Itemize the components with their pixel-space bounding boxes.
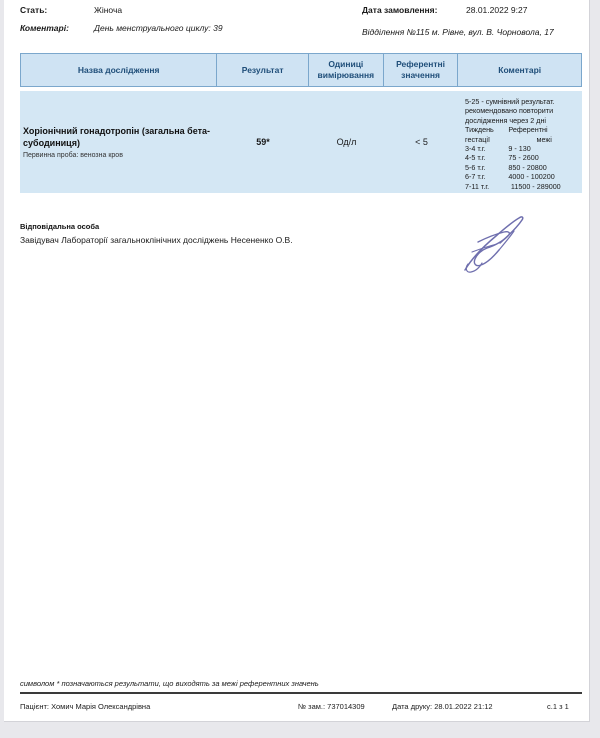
gestation-reference-table xyxy=(465,125,580,191)
footer-row xyxy=(20,700,582,716)
meta-row-comments xyxy=(20,23,223,41)
gestation-week: 4-5 т.г. xyxy=(465,153,486,163)
comments-value: День менструального циклу: 39 xyxy=(94,23,223,33)
gestation-header-week: Тиждень xyxy=(465,125,494,135)
sex-value: Жіноча xyxy=(94,5,123,15)
report-page xyxy=(4,0,590,722)
column-header-result: Результат xyxy=(217,54,309,86)
comment-line-3: дослідження через 2 дні xyxy=(465,115,547,125)
meta-row-sex xyxy=(20,5,122,23)
meta-row-branch xyxy=(362,25,562,42)
cell-units: Од/л xyxy=(336,137,357,147)
table-row xyxy=(20,91,582,193)
gestation-row xyxy=(465,153,580,162)
footer-patient: Пацієнт: Хомич Марія Олександрівна xyxy=(20,702,151,711)
footer-asterisk-note: символом * позначаються результати, що виходять за межі референтних значень xyxy=(20,679,319,688)
gestation-week: 5-6 т.г. xyxy=(465,162,486,172)
column-header-reference: Референтні значення xyxy=(384,54,459,86)
comment-line-2: рекомендовано повторити xyxy=(465,106,554,116)
gestation-subheader-range: межі xyxy=(536,134,552,144)
results-table xyxy=(20,53,582,193)
footer-order-number: № зам.: 737014309 xyxy=(298,702,365,711)
gestation-header-range: Референтні xyxy=(508,125,548,135)
branch-address: Відділення №115 м. Рівне, вул. В. Чорновола, 17 xyxy=(362,27,554,37)
comment-line-1: 5-25 - сумнівний результат. xyxy=(465,97,555,106)
cell-result: 59* xyxy=(256,137,270,147)
meta-row-order-date xyxy=(362,5,527,23)
gestation-row xyxy=(465,172,580,181)
footer-page-count: с.1 з 1 xyxy=(547,702,569,711)
gestation-week: 7-11 т.г. xyxy=(465,181,490,191)
report-meta-header xyxy=(4,0,590,50)
gestation-table-subheader xyxy=(465,135,580,144)
column-header-units: Одиниці вимірювання xyxy=(309,54,384,86)
sex-label: Стать: xyxy=(20,5,48,15)
gestation-subheader-week: гестації xyxy=(465,134,490,144)
responsible-person-block xyxy=(20,221,450,247)
gestation-row xyxy=(465,182,580,191)
gestation-range: 11500 - 289000 xyxy=(510,181,561,191)
column-header-test-name: Назва дослідження xyxy=(21,54,217,86)
gestation-range: 9 - 130 xyxy=(508,144,531,154)
test-sample-text: Первинна проба: венозна кров xyxy=(23,151,123,159)
responsible-person-name: Завідувач Лабораторії загальноклінічних досліджень Несененко О.В. xyxy=(20,235,293,245)
gestation-range: 850 - 20800 xyxy=(508,162,547,172)
order-date-label: Дата замовлення: xyxy=(362,5,438,15)
gestation-week: 3-4 т.г. xyxy=(465,144,486,154)
gestation-range: 4000 - 100200 xyxy=(508,172,555,182)
gestation-row xyxy=(465,163,580,172)
table-header-row xyxy=(20,53,582,87)
cell-comment xyxy=(459,91,582,193)
test-name-text: Хоріонічний гонадотропін (загальна бета-субодиниця) xyxy=(23,125,211,148)
responsible-person-title: Відповідальна особа xyxy=(20,222,100,231)
cell-reference: < 5 xyxy=(415,137,428,147)
gestation-week: 6-7 т.г. xyxy=(465,172,486,182)
comments-label: Коментарі: xyxy=(20,23,69,33)
cell-test-name xyxy=(20,91,217,193)
order-date-value: 28.01.2022 9:27 xyxy=(466,5,528,15)
footer-print-date: Дата друку: 28.01.2022 21:12 xyxy=(392,702,493,711)
gestation-row xyxy=(465,144,580,153)
signature-image xyxy=(456,212,566,278)
footer-divider xyxy=(20,692,582,694)
gestation-table-header xyxy=(465,125,580,134)
column-header-comments: Коментарі xyxy=(498,64,542,75)
gestation-range: 75 - 2600 xyxy=(508,153,539,163)
